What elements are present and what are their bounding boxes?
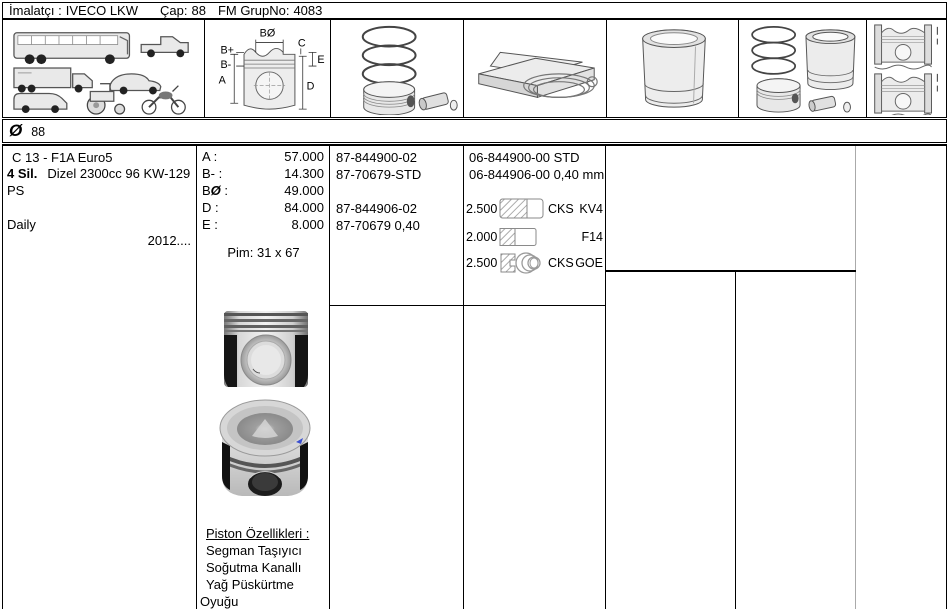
- manufacturer-value: IVECO LKW: [65, 3, 138, 18]
- col-divider-6: [855, 146, 856, 609]
- table-left-border: [2, 144, 3, 609]
- diameter-label: Çap:: [160, 3, 188, 18]
- col-divider-4: [605, 146, 606, 609]
- cylinder-liner-icon: [607, 20, 739, 117]
- piston-part-numbers-oversize: [336, 200, 420, 234]
- table-right-border: [946, 144, 947, 609]
- row-divider-mid: [329, 305, 605, 306]
- engine-spec: Dizel 2300cc 96 KW-129 PS: [7, 166, 191, 198]
- dimension-row-bminus: [202, 166, 324, 183]
- engine-code: C 13 - F1A Euro5: [12, 150, 113, 165]
- dim-value: 8.000: [291, 217, 324, 232]
- col-divider-5: [735, 270, 736, 609]
- bore-diameter-value: 88: [31, 125, 46, 139]
- taper-ring-profile-icon: [499, 227, 539, 248]
- ring-part-numbers: [469, 149, 604, 183]
- dimension-list: [202, 149, 324, 234]
- engine-block-section-icon: [867, 20, 946, 117]
- piston-side-photo: [222, 309, 310, 392]
- ring-size: 2.000: [466, 230, 498, 244]
- manufacturer-label: İmalatçı :: [9, 3, 62, 18]
- diameter-symbol: Ø: [9, 121, 23, 140]
- ring-spec-row: [466, 250, 603, 276]
- ring-type: CKS: [548, 256, 574, 270]
- vehicle-model: Daily: [7, 217, 36, 232]
- vehicles-drawing: [6, 23, 202, 115]
- engine-spec-line: [7, 165, 193, 199]
- table-top-border: [2, 144, 947, 146]
- piston-dimension-drawing: [206, 23, 330, 115]
- dim-label-symbol: Ø: [210, 183, 221, 198]
- piston-feature: Soğutma Kanallı: [206, 560, 302, 575]
- part-number: 06-844900-00 STD: [469, 150, 580, 165]
- dimension-row-d: [202, 200, 324, 217]
- dim-label-c: C: [297, 36, 306, 49]
- cylinder-count: 4 Sil.: [7, 166, 38, 181]
- piston-features: [200, 525, 328, 609]
- group-number-value: 4083: [293, 3, 323, 18]
- dim-label: [202, 183, 228, 200]
- diameter-value: 88: [191, 3, 206, 18]
- dim-label-bo: BØ: [259, 27, 275, 40]
- group-number-label: FM GrupNo:: [217, 3, 290, 18]
- ring-spec-row: [466, 196, 603, 222]
- piston-feature: Yağ Püskürtme Oyuğu: [200, 577, 294, 609]
- seal-kit-drawing: [465, 23, 605, 115]
- dim-value: 84.000: [284, 200, 324, 215]
- ring-code: KV4: [579, 202, 603, 216]
- dim-label-post: :: [220, 183, 229, 198]
- dim-label: B- :: [202, 166, 223, 181]
- dim-label-bminus: B-: [220, 58, 231, 71]
- ring-set-drawing: [332, 23, 462, 115]
- dim-label: D :: [202, 200, 219, 215]
- ring-size: 2.500: [466, 256, 498, 270]
- part-number: 87-70679-STD: [336, 167, 422, 182]
- piston-ring-set-icon: [331, 20, 464, 117]
- vehicle-applications-icon: [3, 20, 205, 117]
- dim-label-bplus: B+: [220, 43, 234, 56]
- dimension-row-e: [202, 217, 324, 234]
- dim-value: 49.000: [284, 183, 324, 198]
- piston-liner-kit-icon: [739, 20, 867, 117]
- bore-diameter-row: [2, 119, 947, 143]
- piston-dimension-diagram-icon: [205, 20, 331, 117]
- part-number: 87-70679 0,40: [336, 218, 420, 233]
- full-set-drawing: [741, 23, 865, 115]
- dim-value: 14.300: [284, 166, 324, 181]
- liner-drawing: [609, 23, 737, 115]
- piston-feature: Segman Taşıyıcı: [206, 543, 302, 558]
- dim-label-e: E: [316, 53, 325, 66]
- parts-table: [2, 144, 947, 609]
- pin-dimension: Pim: 31 x 67: [227, 245, 300, 260]
- col-divider-3: [463, 146, 464, 609]
- dim-label-pre: B: [202, 183, 211, 198]
- part-number: 87-844900-02: [336, 150, 417, 165]
- dim-label-a: A: [218, 74, 226, 87]
- dim-label: A :: [202, 149, 218, 164]
- oil-control-ring-profile-icon: [499, 250, 545, 276]
- product-type-row: [2, 19, 947, 118]
- col-divider-2: [329, 146, 330, 609]
- dimension-row-a: [202, 149, 324, 166]
- liner-seal-kit-icon: [464, 20, 607, 117]
- ring-code: GOE: [575, 256, 603, 270]
- ring-code: F14: [581, 230, 603, 244]
- header-bar: [2, 2, 947, 19]
- compression-ring-profile-icon: [499, 197, 545, 221]
- part-number: 06-844906-00 0,40 mm: [469, 167, 605, 182]
- col-divider-1: [196, 146, 197, 609]
- block-section-drawing: [868, 23, 946, 115]
- dimension-row-bo: [202, 183, 324, 200]
- piston-top-photo: [218, 398, 312, 503]
- piston-part-numbers-std: [336, 149, 421, 183]
- row-divider-right: [605, 270, 856, 272]
- piston-features-title: Piston Özellikleri :: [206, 526, 310, 541]
- ring-size: 2.500: [466, 202, 498, 216]
- dim-label-d: D: [306, 80, 314, 93]
- model-years: 2012....: [147, 233, 191, 248]
- ring-type: CKS: [548, 202, 574, 216]
- dim-value: 57.000: [284, 149, 324, 164]
- ring-spec-row: [466, 224, 603, 250]
- part-number: 87-844906-02: [336, 201, 417, 216]
- dim-label: E :: [202, 217, 218, 232]
